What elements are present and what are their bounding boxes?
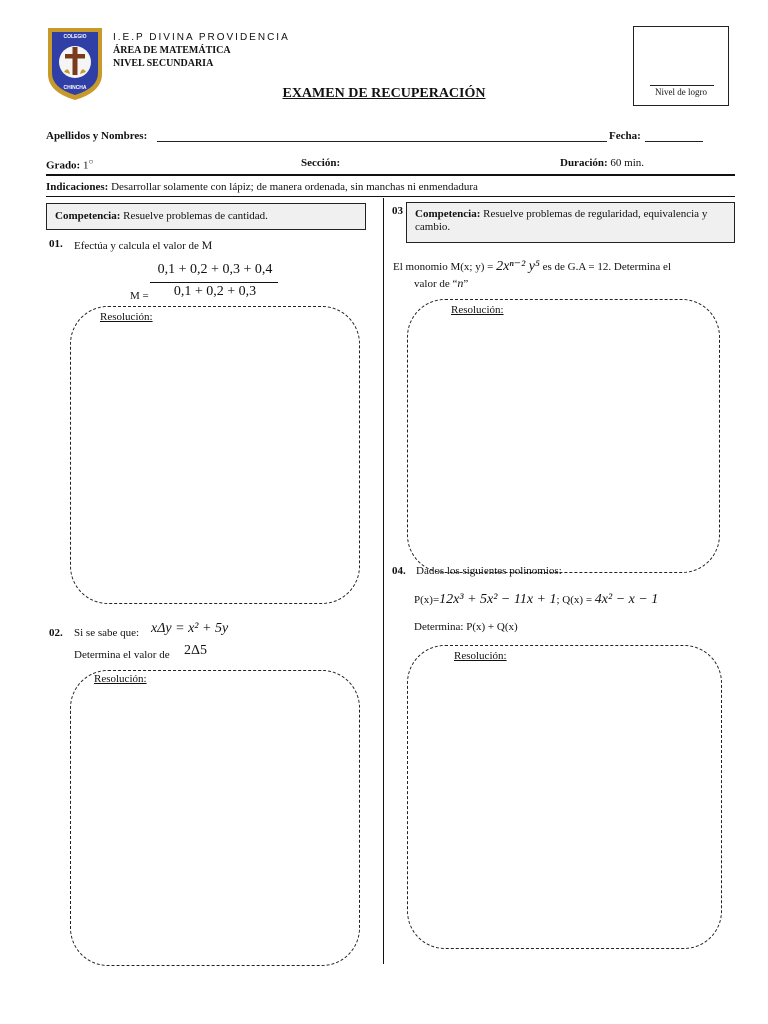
- header-rule: [46, 174, 735, 176]
- q2-text2: Determina el valor de: [74, 649, 170, 661]
- q2-formula: xΔy = x² + 5y: [151, 621, 229, 636]
- q3-text-a: El monomio M(x; y) =: [393, 261, 494, 273]
- area-name: ÁREA DE MATEMÁTICA: [113, 45, 231, 56]
- q4-q-formula: 4x² − x − 1: [594, 592, 659, 607]
- q1-text-row: [74, 238, 212, 253]
- q4-q-label: ; Q(x) =: [556, 594, 593, 606]
- competency-text-left: Resuelve problemas de cantidad.: [123, 210, 268, 222]
- name-label: Apellidos y Nombres:: [46, 130, 148, 142]
- q3-formula: 2xⁿ⁻² y⁵: [496, 259, 540, 274]
- grade-value: 1: [82, 159, 89, 172]
- grade-row: [46, 157, 93, 172]
- grade-box-label: Nivel de logro: [655, 87, 707, 97]
- q1-number: 01.: [49, 238, 63, 250]
- competency-label-left: Competencia:: [55, 210, 121, 222]
- q4-resolution-label: Resolución:: [454, 650, 507, 662]
- q3-text-d: ”: [463, 278, 469, 290]
- duration-label: Duración:: [560, 157, 608, 169]
- instructions-text: Desarrollar solamente con lápiz; de manera ordenada, sin manchas ni enmendadura: [111, 181, 478, 193]
- q1-resolution-label: Resolución:: [100, 311, 153, 323]
- competency-box-left: [46, 203, 366, 230]
- q2-resolution-label: Resolución:: [94, 673, 147, 685]
- q3-text-c: valor de “: [414, 278, 458, 290]
- q1-variable: M: [201, 238, 213, 252]
- q3-line-2: [414, 276, 468, 291]
- column-divider: [383, 198, 384, 964]
- level-name: NIVEL SECUNDARIA: [113, 58, 214, 69]
- duration-row: [560, 157, 644, 169]
- q3-variable: n: [457, 276, 464, 290]
- section-label: Sección:: [301, 157, 341, 169]
- competency-box-right: [406, 202, 735, 243]
- q3-line-1: [393, 258, 671, 275]
- q2-number: 02.: [49, 627, 63, 639]
- q1-text: Efectúa y calcula el valor de: [74, 240, 199, 252]
- grade-label: Grado:: [46, 159, 81, 172]
- q3-text-b: es de G.A = 12. Determina el: [542, 261, 671, 273]
- instructions-label: Indicaciones:: [46, 181, 109, 193]
- q4-p-label: P(x)=: [414, 594, 440, 606]
- q2-resolution-box[interactable]: [70, 670, 360, 966]
- instructions: [46, 181, 478, 193]
- grade-degree: ○: [88, 157, 94, 166]
- q3-number: 03: [392, 205, 403, 217]
- q2-formula2: 2Δ5: [184, 643, 208, 658]
- q3-resolution-label: Resolución:: [451, 304, 504, 316]
- q4-resolution-box[interactable]: [407, 645, 722, 949]
- q4-determine: Determina: P(x) + Q(x): [414, 621, 518, 633]
- name-field[interactable]: [157, 141, 607, 142]
- q4-text: Dados los siguientes polinomios:: [416, 565, 562, 577]
- logo-text-bottom: CHINCHA: [63, 85, 87, 91]
- q1-denominator: 0,1 + 0,2 + 0,3: [173, 284, 257, 299]
- school-name: I.E.P DIVINA PROVIDENCIA: [113, 32, 290, 43]
- q3-resolution-box[interactable]: [407, 299, 720, 573]
- q4-number: 04.: [392, 565, 406, 577]
- competency-text-right: Resuelve problemas de regularidad, equivalencia y cambio.: [415, 208, 708, 233]
- q1-numerator: 0,1 + 0,2 + 0,3 + 0,4: [157, 262, 273, 277]
- q1-prefix: M =: [130, 290, 149, 302]
- q1-fraction-bar: [150, 282, 278, 283]
- q1-resolution-box[interactable]: [70, 306, 360, 604]
- q2-text: Si se sabe que:: [74, 627, 140, 639]
- logo-text-top: COLEGIO: [63, 34, 87, 40]
- competency-label-right: Competencia:: [415, 208, 481, 220]
- instructions-rule: [46, 196, 735, 197]
- date-field[interactable]: [645, 141, 703, 142]
- duration-value: 60 min.: [610, 157, 645, 169]
- date-label: Fecha:: [609, 130, 641, 142]
- q4-p-formula: 12x³ + 5x² − 11x + 1: [439, 592, 557, 607]
- q4-polynomials: [414, 592, 658, 608]
- exam-title: EXAMEN DE RECUPERACIÓN: [282, 86, 486, 101]
